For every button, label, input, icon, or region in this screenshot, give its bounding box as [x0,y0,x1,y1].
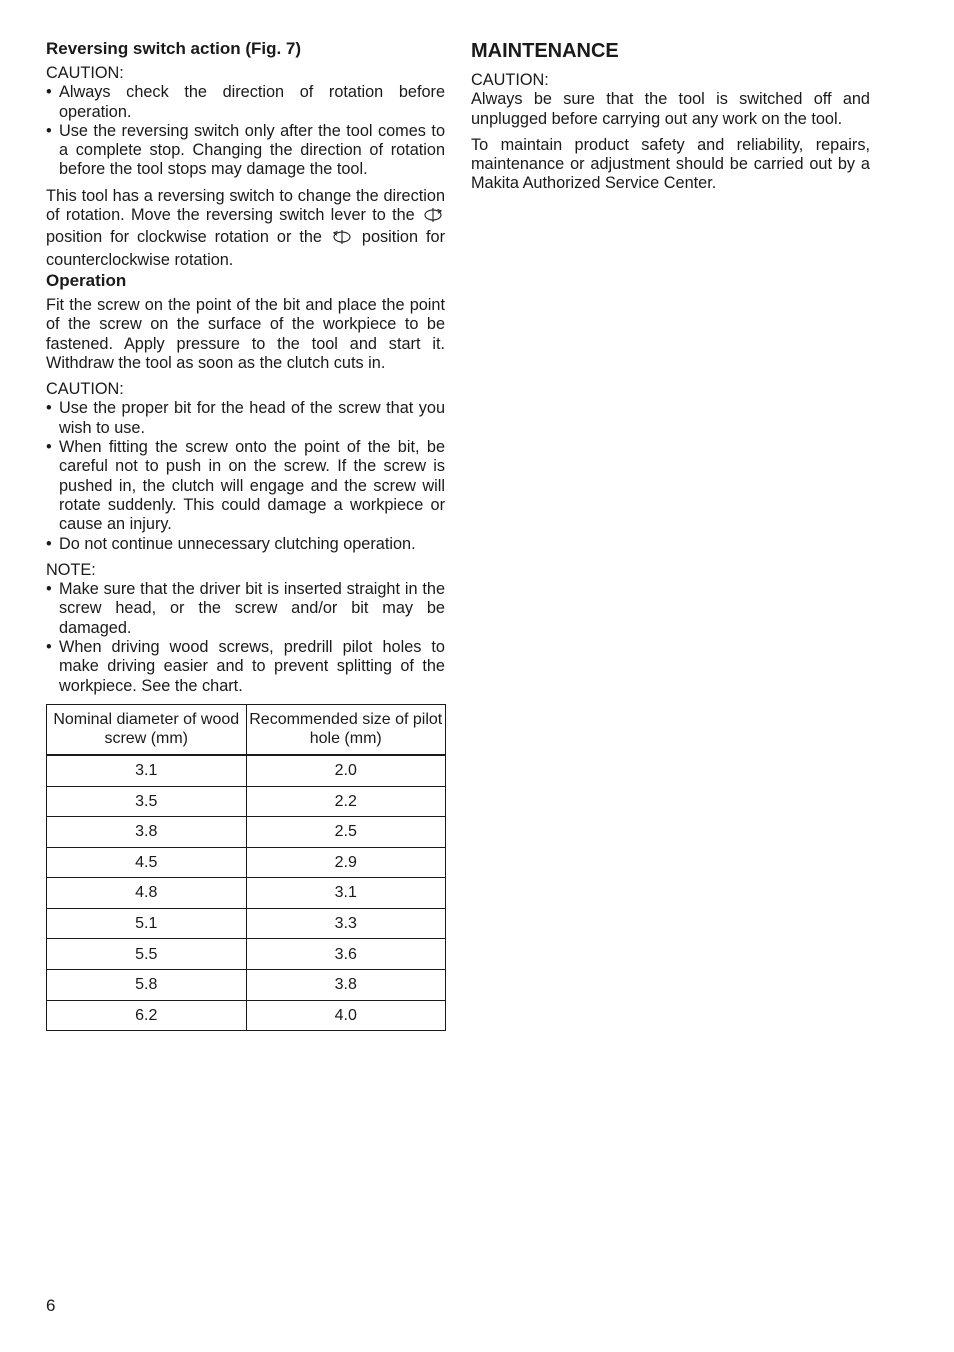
table-cell: 2.9 [246,847,446,878]
list-item: • Always check the direction of rotation before operation. [46,83,445,122]
operation-caution-list [46,399,445,553]
operation-heading: Operation [46,270,127,290]
table-cell: 3.6 [246,939,446,970]
table-row [47,786,446,817]
table-cell: 3.8 [47,817,247,848]
note-list [46,580,445,696]
list-item: • Use the reversing switch only after the tool comes to a complete stop. Changing the direction of rotation before the tool stops may damage the tool. [46,122,445,180]
table-cell: 3.8 [246,970,446,1001]
list-item: • Make sure that the driver bit is inserted straight in the screw head, or the screw and/or bit may be damaged. [46,580,445,638]
table-cell: 5.8 [47,970,247,1001]
column-header-pilot-hole: Recommended size of pilot hole (mm) [246,704,446,755]
table-row [47,755,446,786]
note-label: NOTE: [46,560,96,579]
table-row [47,970,446,1001]
list-item: • Use the proper bit for the head of the screw that you wish to use. [46,399,445,438]
reversing-desc-part1: This tool has a reversing switch to change the direction of rotation. Move the reversing switch lever to the [46,186,445,225]
left-column [46,38,445,1031]
table-row [47,1000,446,1031]
maintenance-heading: MAINTENANCE [471,40,619,62]
table-row [47,817,446,848]
table-cell: 4.8 [47,878,247,909]
table-cell: 3.3 [246,908,446,939]
reversing-caution-label: CAUTION: [46,64,124,82]
list-item: • When driving wood screws, predrill pilot holes to make driving easier and to prevent splitting of the workpiece. See the chart. [46,638,445,696]
pilot-hole-chart [46,704,446,1031]
table-cell: 3.1 [246,878,446,909]
table-header-row [47,704,446,755]
table-cell: 2.2 [246,786,446,817]
list-item: • When fitting the screw onto the point of the bit, be careful not to push in on the screw. If the screw is pushed in, the clutch will engage and the screw will rotate suddenly. This could damage a workpiece or cause an injury. [46,438,445,534]
table-row [47,847,446,878]
table-row [47,908,446,939]
table-cell: 2.5 [246,817,446,848]
reversing-caution-list [46,83,445,179]
table-row [47,939,446,970]
table-cell: 3.1 [47,755,247,786]
table-cell: 6.2 [47,1000,247,1031]
table-cell: 3.5 [47,786,247,817]
right-column [471,38,870,194]
reversing-desc-part2: position for clockwise rotation or the [46,228,322,247]
list-item: • Do not continue unnecessary clutching operation. [46,535,445,554]
reversing-description [46,187,445,270]
page-number: 6 [46,1296,56,1315]
reversing-heading: Reversing switch action (Fig. 7) [46,39,302,58]
maintenance-caution-label: CAUTION: [471,71,549,89]
table-cell: 2.0 [246,755,446,786]
maintenance-body: To maintain product safety and reliability, repairs, maintenance or adjustment should be carried out by a Makita Authorized Service Center. [471,135,870,193]
maintenance-caution-text: Always be sure that the tool is switched off and unplugged before carrying out any work on the tool. [471,90,870,128]
operation-body: Fit the screw on the point of the bit and place the point of the screw on the surface of the workpiece to be fastened. Apply pressure to the tool and start it. Withdraw the tool as soon as the clutch cuts in. [46,295,445,372]
operation-caution-label: CAUTION: [46,380,124,399]
column-header-screw-diameter: Nominal diameter of wood screw (mm) [47,704,247,755]
table-cell: 5.5 [47,939,247,970]
clockwise-rotation-icon [423,207,443,228]
table-cell: 4.0 [246,1000,446,1031]
counterclockwise-rotation-icon [332,229,352,250]
table-cell: 5.1 [47,908,247,939]
table-row [47,878,446,909]
table-cell: 4.5 [47,847,247,878]
reversing-desc-part3: position for counterclockwise rotation. [46,228,445,269]
